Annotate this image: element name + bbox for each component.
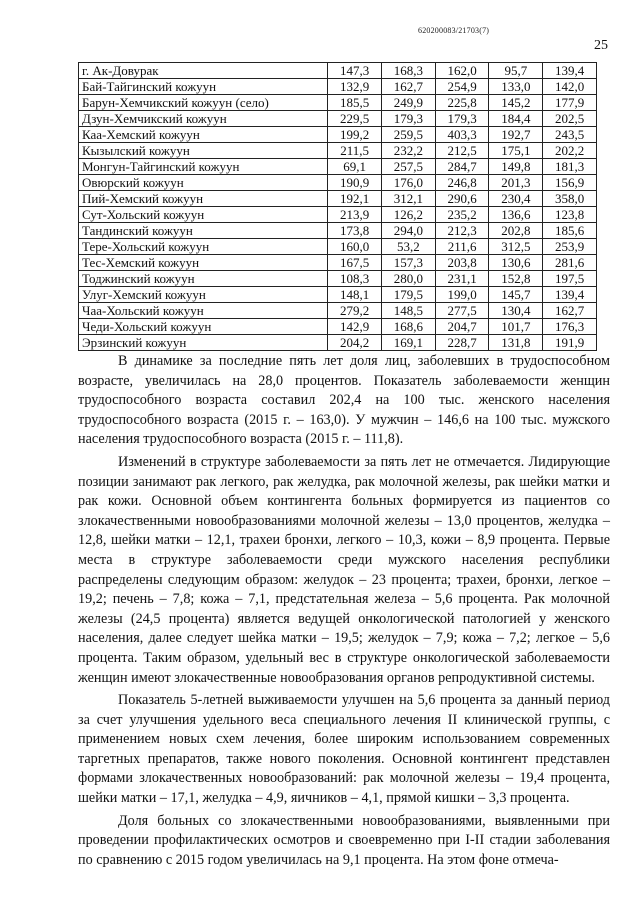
value-cell: 243,5 — [543, 127, 597, 143]
table-row — [79, 79, 597, 95]
paragraph: В динамике за последние пять лет доля лиц, заболевших в трудоспособном возрасте, увеличилась на 28,0 процентов. Показатель заболеваемости женщин трудоспособного возраста составил 202,4 на 100 тыс. женского населения трудоспособного возраста (2015 г. – 163,0). У мужчин – 146,6 на 100 тыс. мужского населения трудоспособного возраста (2015 г. – 111,8). — [78, 353, 610, 448]
value-cell: 277,5 — [435, 303, 489, 319]
table-row — [79, 303, 597, 319]
value-cell: 197,5 — [543, 271, 597, 287]
value-cell: 142,9 — [328, 319, 382, 335]
region-name-cell: г. Ак-Довурак — [79, 63, 328, 79]
region-name-cell: Дзун-Хемчикский кожуун — [79, 111, 328, 127]
value-cell: 212,5 — [435, 143, 489, 159]
value-cell: 312,5 — [489, 239, 543, 255]
value-cell: 203,8 — [435, 255, 489, 271]
table-row — [79, 191, 597, 207]
value-cell: 199,0 — [435, 287, 489, 303]
value-cell: 132,9 — [328, 79, 382, 95]
paragraph: Доля больных со злокачественными новообразованиями, выявленными при проведении профилактических осмотров и своевременно при I-II стадии заболевания по сравнению с 2015 годом увеличилась на 9,1 процента. На этом фоне отмеча- — [78, 812, 610, 868]
value-cell: 145,2 — [489, 95, 543, 111]
value-cell: 169,1 — [382, 335, 436, 351]
value-cell: 312,1 — [382, 191, 436, 207]
incidence-table — [78, 62, 597, 351]
value-cell: 126,2 — [382, 207, 436, 223]
value-cell: 201,3 — [489, 175, 543, 191]
value-cell: 152,8 — [489, 271, 543, 287]
value-cell: 212,3 — [435, 223, 489, 239]
value-cell: 133,0 — [489, 79, 543, 95]
value-cell: 175,1 — [489, 143, 543, 159]
value-cell: 280,0 — [382, 271, 436, 287]
body-text — [78, 352, 610, 873]
page-number: 25 — [594, 38, 608, 53]
value-cell: 136,6 — [489, 207, 543, 223]
value-cell: 199,2 — [328, 127, 382, 143]
value-cell: 202,2 — [543, 143, 597, 159]
value-cell: 211,6 — [435, 239, 489, 255]
region-name-cell: Овюрский кожуун — [79, 175, 328, 191]
value-cell: 142,0 — [543, 79, 597, 95]
value-cell: 254,9 — [435, 79, 489, 95]
paragraph: Изменений в структуре заболеваемости за пять лет не отмечается. Лидирующие позиции занимают рак легкого, рак желудка, рак молочной железы, рак шейки матки и рак кожи. Основной объем контингента больных формируется из пациентов со злокачественными новообразованиями молочной железы – 13,0 процентов, желудка – 12,8, шейки матки – 12,1, трахеи бронхи, легкого – 10,3, кожи – 8,9 процента. Первые места в структуре заболеваемости среди мужского населения республики распределены следующим образом: желудок – 23 процента; трахеи, бронхи, легкое – 19,2; печень – 7,8; кожа – 7,1, предстательная железа – 5,6 процента. Рак молочной железы (24,5 процента) является ведущей онкологической патологией у женского населения, далее следует шейка матки – 19,5; желудок – 7,9; кожа – 7,2; легкое – 5,6 процента. Таким образом, удельный вес в структуре онкологической заболеваемости женщин имеют злокачественные новообразования органов репродуктивной системы. — [78, 453, 610, 686]
value-cell: 101,7 — [489, 319, 543, 335]
value-cell: 168,3 — [382, 63, 436, 79]
value-cell: 228,7 — [435, 335, 489, 351]
table-row — [79, 223, 597, 239]
value-cell: 185,5 — [328, 95, 382, 111]
value-cell: 230,4 — [489, 191, 543, 207]
value-cell: 139,4 — [543, 287, 597, 303]
document-id: 620200083/21703(7) — [418, 26, 490, 35]
table-row — [79, 255, 597, 271]
value-cell: 139,4 — [543, 63, 597, 79]
table-row — [79, 271, 597, 287]
value-cell: 148,1 — [328, 287, 382, 303]
region-name-cell: Тоджинский кожуун — [79, 271, 328, 287]
value-cell: 130,6 — [489, 255, 543, 271]
value-cell: 202,8 — [489, 223, 543, 239]
region-name-cell: Бай-Тайгинский кожуун — [79, 79, 328, 95]
region-name-cell: Тес-Хемский кожуун — [79, 255, 328, 271]
region-name-cell: Эрзинский кожуун — [79, 335, 328, 351]
value-cell: 204,2 — [328, 335, 382, 351]
table-row — [79, 319, 597, 335]
value-cell: 191,9 — [543, 335, 597, 351]
table-body — [79, 63, 597, 351]
value-cell: 249,9 — [382, 95, 436, 111]
value-cell: 192,1 — [328, 191, 382, 207]
table-row — [79, 175, 597, 191]
value-cell: 162,7 — [543, 303, 597, 319]
region-name-cell: Чаа-Хольский кожуун — [79, 303, 328, 319]
value-cell: 246,8 — [435, 175, 489, 191]
region-name-cell: Кызылский кожуун — [79, 143, 328, 159]
value-cell: 290,6 — [435, 191, 489, 207]
value-cell: 145,7 — [489, 287, 543, 303]
region-name-cell: Монгун-Тайгинский кожуун — [79, 159, 328, 175]
value-cell: 231,1 — [435, 271, 489, 287]
value-cell: 167,5 — [328, 255, 382, 271]
value-cell: 177,9 — [543, 95, 597, 111]
region-name-cell: Тандинский кожуун — [79, 223, 328, 239]
value-cell: 162,0 — [435, 63, 489, 79]
value-cell: 184,4 — [489, 111, 543, 127]
value-cell: 95,7 — [489, 63, 543, 79]
value-cell: 181,3 — [543, 159, 597, 175]
value-cell: 147,3 — [328, 63, 382, 79]
value-cell: 149,8 — [489, 159, 543, 175]
value-cell: 179,3 — [382, 111, 436, 127]
value-cell: 284,7 — [435, 159, 489, 175]
table-row — [79, 143, 597, 159]
value-cell: 259,5 — [382, 127, 436, 143]
value-cell: 225,8 — [435, 95, 489, 111]
value-cell: 257,5 — [382, 159, 436, 175]
region-name-cell: Пий-Хемский кожуун — [79, 191, 328, 207]
value-cell: 162,7 — [382, 79, 436, 95]
value-cell: 108,3 — [328, 271, 382, 287]
value-cell: 176,3 — [543, 319, 597, 335]
value-cell: 176,0 — [382, 175, 436, 191]
value-cell: 185,6 — [543, 223, 597, 239]
value-cell: 235,2 — [435, 207, 489, 223]
region-name-cell: Улуг-Хемский кожуун — [79, 287, 328, 303]
table-row — [79, 335, 597, 351]
table-row — [79, 111, 597, 127]
value-cell: 211,5 — [328, 143, 382, 159]
value-cell: 213,9 — [328, 207, 382, 223]
table-row — [79, 207, 597, 223]
value-cell: 229,5 — [328, 111, 382, 127]
value-cell: 160,0 — [328, 239, 382, 255]
value-cell: 190,9 — [328, 175, 382, 191]
table-row — [79, 127, 597, 143]
value-cell: 168,6 — [382, 319, 436, 335]
table-row — [79, 159, 597, 175]
value-cell: 253,9 — [543, 239, 597, 255]
table-row — [79, 239, 597, 255]
value-cell: 294,0 — [382, 223, 436, 239]
value-cell: 281,6 — [543, 255, 597, 271]
value-cell: 131,8 — [489, 335, 543, 351]
value-cell: 192,7 — [489, 127, 543, 143]
value-cell: 279,2 — [328, 303, 382, 319]
paragraph: Показатель 5-летней выживаемости улучшен на 5,6 процента за данный период за счет улучшения удельного веса специального лечения II клинической группы, с применением новых схем лечения, более широким использованием современных таргетных препаратов, также нового поколения. Основной контингент представлен формами злокачественных новообразований: рак молочной железы – 19,4 процента, шейки матки – 17,1, желудка – 4,9, яичников – 4,1, прямой кишки – 3,3 процента. — [78, 692, 610, 807]
value-cell: 232,2 — [382, 143, 436, 159]
value-cell: 179,3 — [435, 111, 489, 127]
table-row — [79, 63, 597, 79]
value-cell: 179,5 — [382, 287, 436, 303]
region-name-cell: Каа-Хемский кожуун — [79, 127, 328, 143]
value-cell: 173,8 — [328, 223, 382, 239]
value-cell: 358,0 — [543, 191, 597, 207]
value-cell: 156,9 — [543, 175, 597, 191]
region-name-cell: Чеди-Хольский кожуун — [79, 319, 328, 335]
value-cell: 123,8 — [543, 207, 597, 223]
table-row — [79, 95, 597, 111]
region-name-cell: Сут-Хольский кожуун — [79, 207, 328, 223]
value-cell: 53,2 — [382, 239, 436, 255]
region-name-cell: Тере-Хольский кожуун — [79, 239, 328, 255]
value-cell: 202,5 — [543, 111, 597, 127]
table-row — [79, 287, 597, 303]
value-cell: 69,1 — [328, 159, 382, 175]
value-cell: 157,3 — [382, 255, 436, 271]
value-cell: 403,3 — [435, 127, 489, 143]
value-cell: 130,4 — [489, 303, 543, 319]
region-name-cell: Барун-Хемчикский кожуун (село) — [79, 95, 328, 111]
value-cell: 148,5 — [382, 303, 436, 319]
value-cell: 204,7 — [435, 319, 489, 335]
